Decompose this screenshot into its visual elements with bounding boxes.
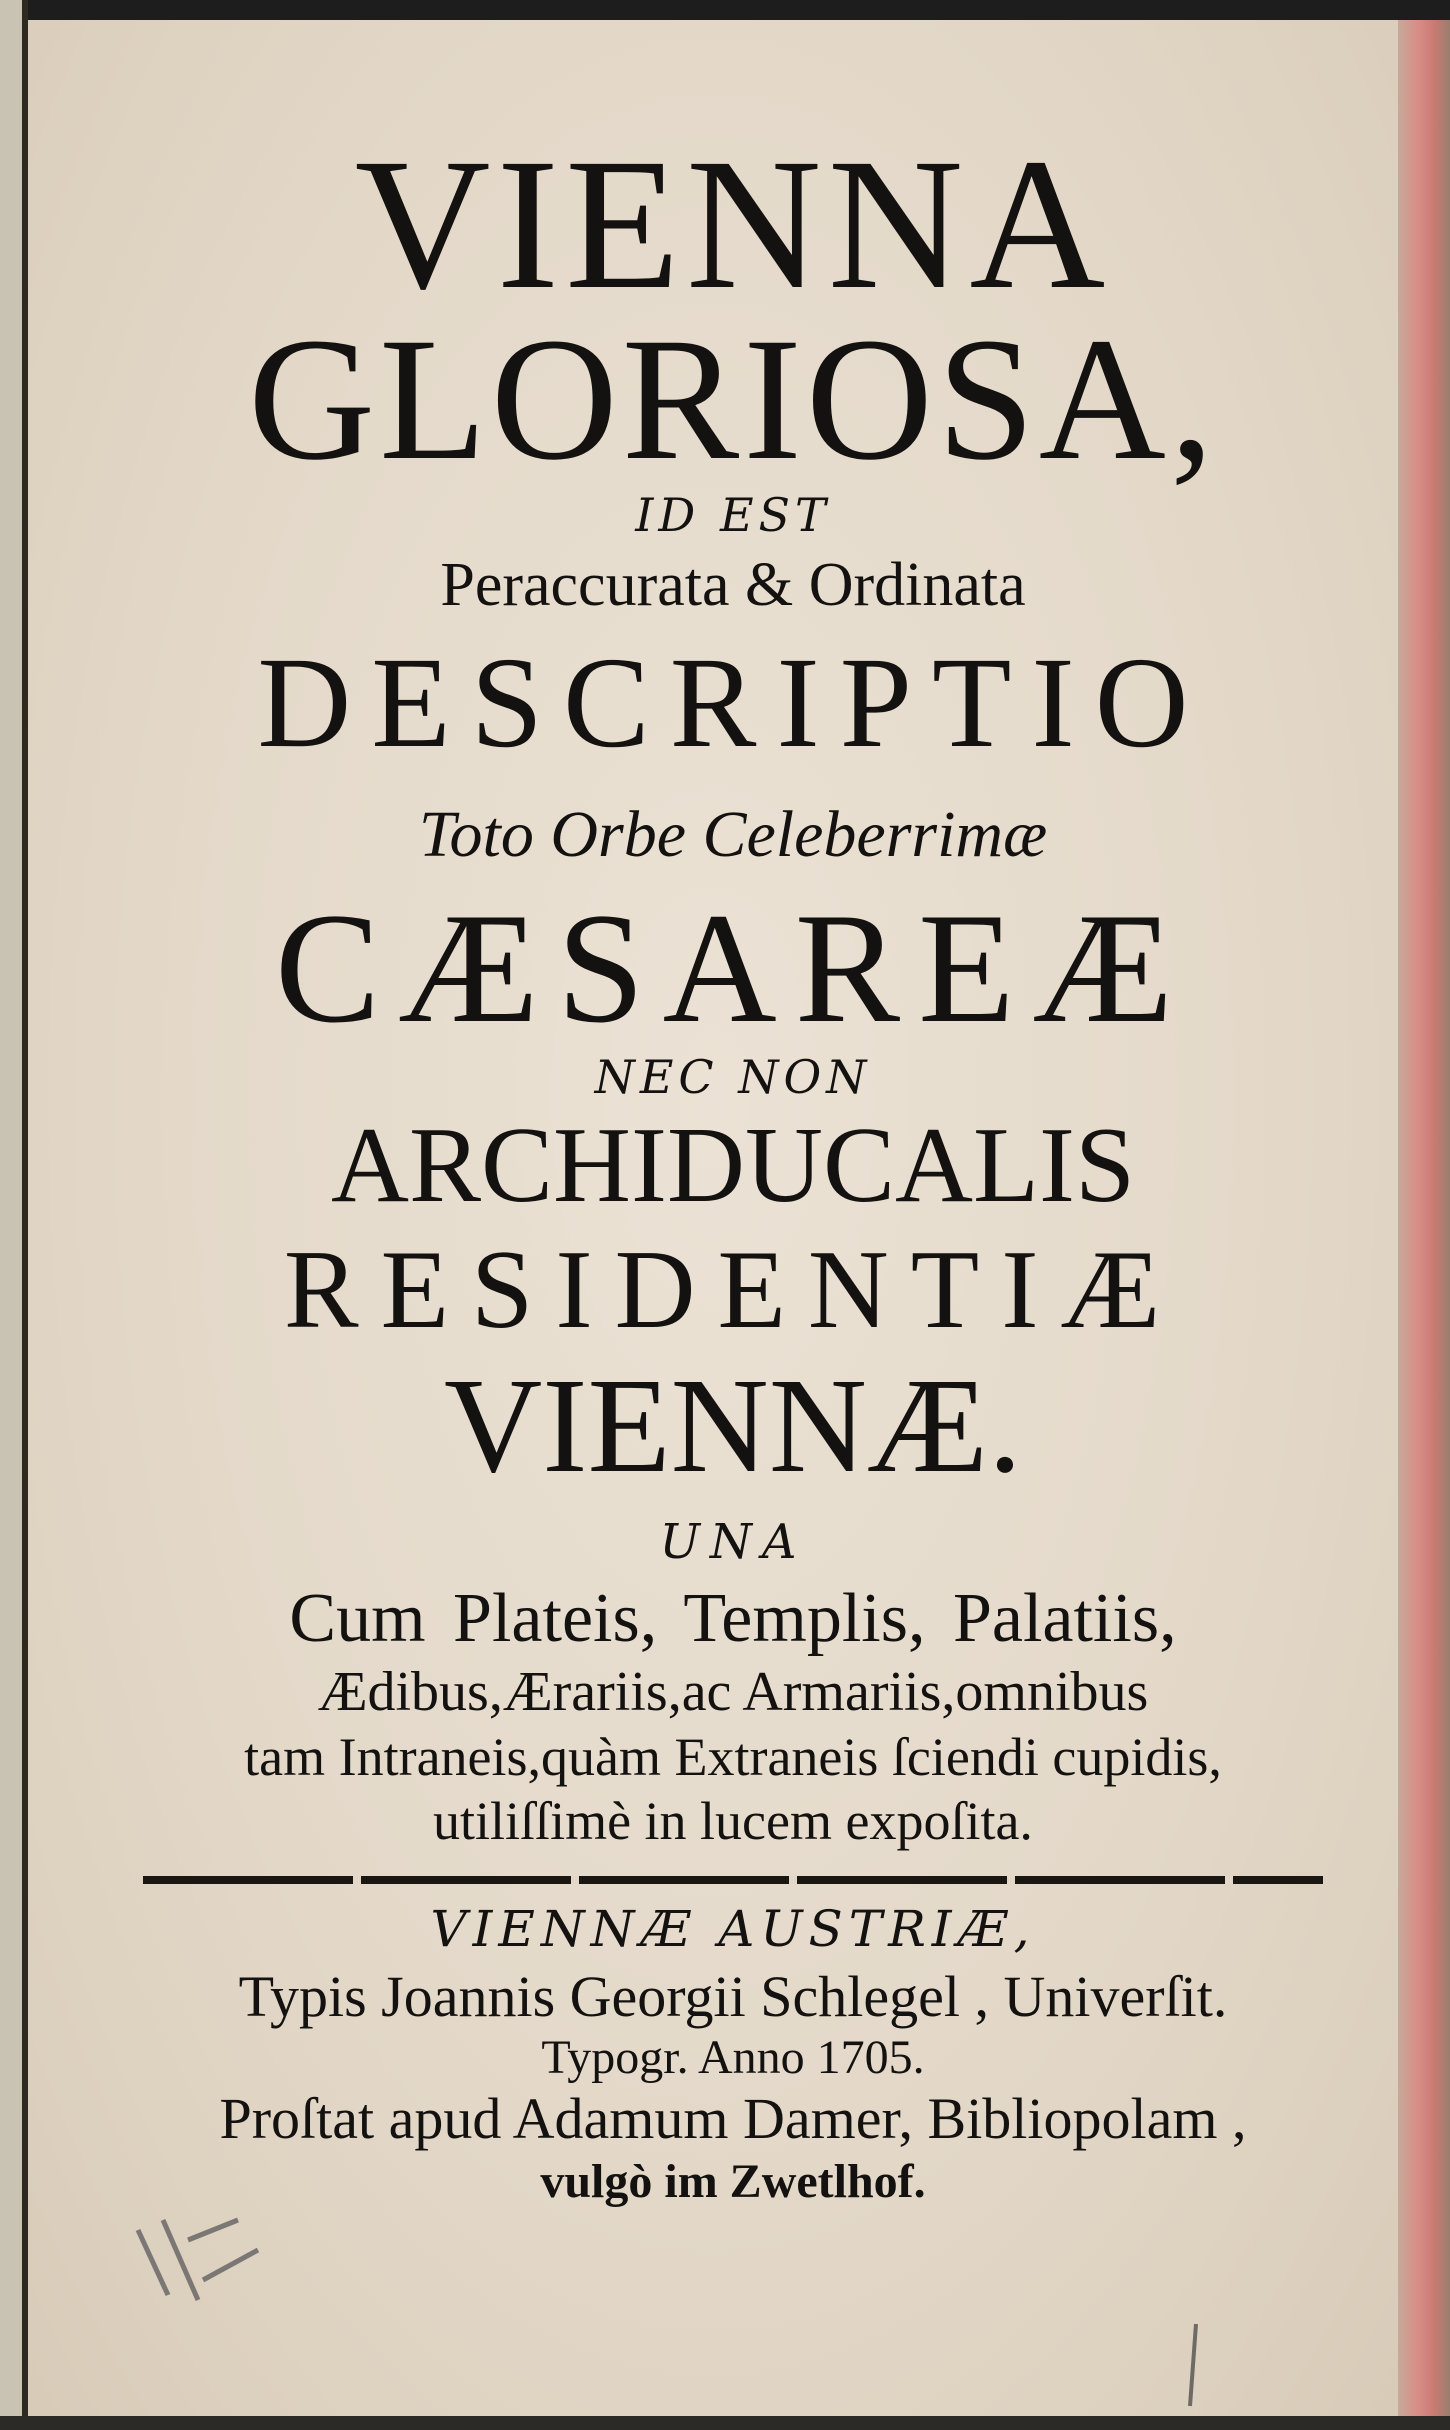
red-page-edge (1398, 20, 1450, 2430)
subtitle-nec-non: NEC NON (594, 1050, 872, 1104)
title-viennae: VIENNÆ. (444, 1351, 1022, 1501)
imprint-bookseller: Proſtat apud Adamum Damer, Bibliopolam , (219, 2086, 1247, 2151)
scan-top-border (0, 0, 1450, 20)
imprint-printer: Typis Joannis Georgii Schlegel , Univerſit. (238, 1964, 1228, 2029)
subtitle-id-est: ID EST (635, 488, 831, 542)
scan-bottom-border (0, 2416, 1450, 2430)
subtitle-toto-orbe: Toto Orbe Celeberrimæ (418, 798, 1048, 871)
book-gutter (0, 0, 28, 2430)
title-text-block (108, 110, 1358, 2206)
imprint-location: vulgò im Zwetlhof. (540, 2155, 926, 2208)
imprint-place: VIENNÆ AUSTRIÆ, (430, 1900, 1036, 1958)
title-vienna: VIENNA (354, 119, 1112, 328)
imprint-year: Typogr. Anno 1705. (541, 2031, 925, 2084)
title-archiducalis: ARCHIDUCALIS (330, 1106, 1136, 1225)
title-caesareae: CÆSAREÆ (274, 881, 1192, 1056)
divider-rule (143, 1876, 1323, 1884)
subtitle-peraccurata: Peraccurata & Ordinata (440, 551, 1026, 619)
text-tam-intraneis: tam Intraneis,quàm Extraneis ſciendi cupidis, (244, 1727, 1222, 1787)
text-cum-plateis: Cum Plateis, Templis, Palatiis, (289, 1580, 1177, 1657)
pencil-stroke (1178, 2320, 1208, 2410)
text-aedibus: Ædibus,Ærariis,ac Armariis,omnibus (317, 1661, 1149, 1723)
handwritten-mark (128, 2200, 278, 2320)
title-page (28, 20, 1398, 2416)
title-descriptio: DESCRIPTIO (257, 631, 1209, 775)
title-gloriosa: GLORIOSA, (248, 302, 1218, 497)
text-utilissime: utiliſſimè in lucem expoſita. (433, 1791, 1033, 1851)
subtitle-una: UNA (659, 1514, 807, 1570)
title-residentiae: RESIDENTIÆ (283, 1228, 1183, 1352)
